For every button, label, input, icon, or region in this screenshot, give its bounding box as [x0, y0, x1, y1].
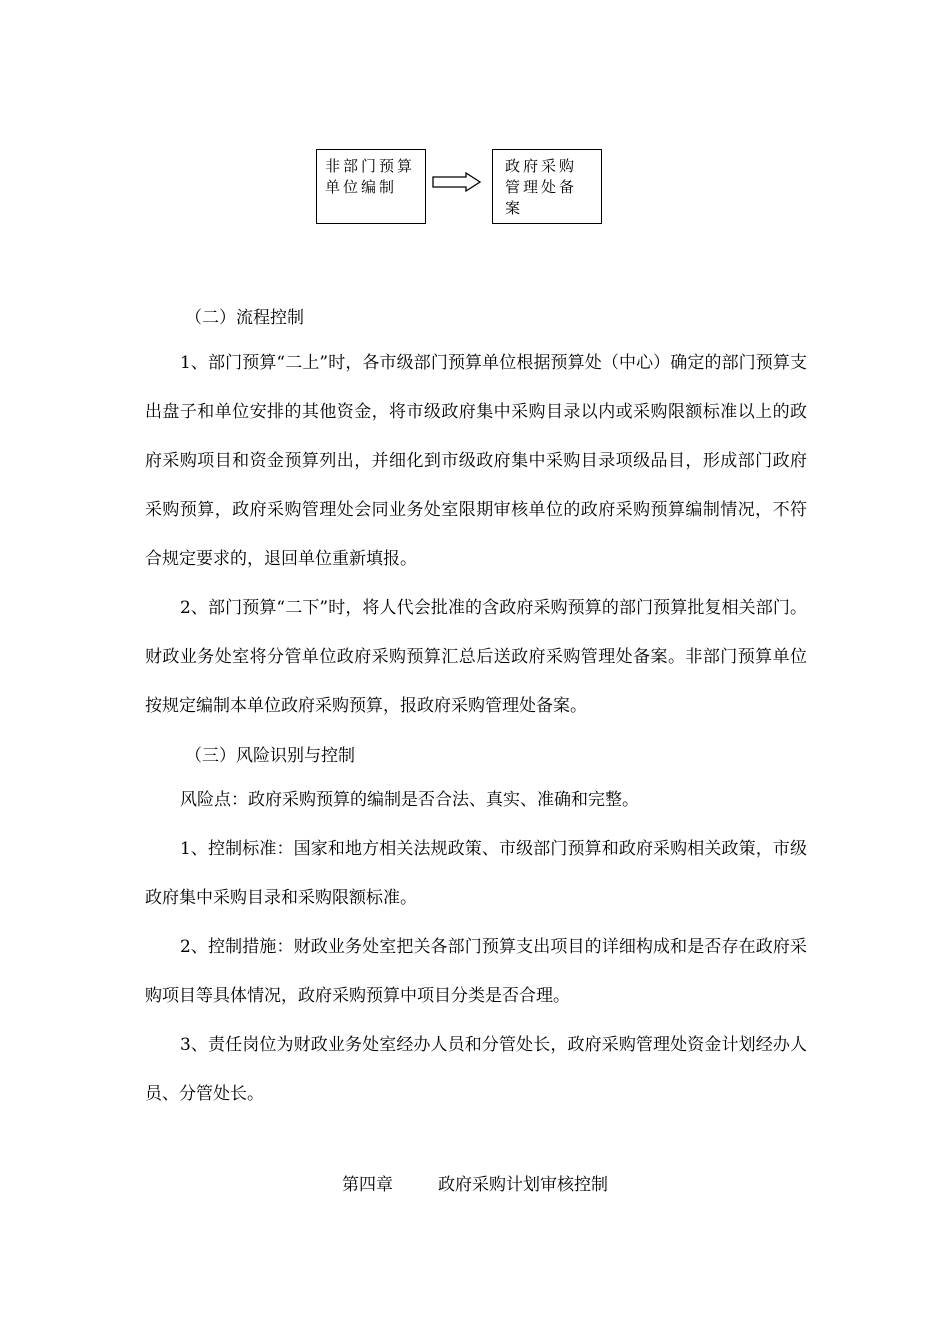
flow-box-left-line2: 单位编制: [325, 178, 398, 196]
chapter-title: 政府采购计划审核控制: [438, 1175, 608, 1195]
section-heading-risk-control: （三）风险识别与控制: [185, 746, 355, 766]
section-heading-process-control: （二）流程控制: [185, 308, 304, 328]
flow-arrow-icon: [432, 172, 482, 192]
chapter-number: 第四章: [342, 1175, 393, 1195]
paragraph-er-shang: 1、部门预算“二上”时，各市级部门预算单位根据预算处（中心）确定的部门预算支出盘子和单位安排的其他资金，将市级政府集中采购目录以内或采购限额标准以上的政府采购项目和资金预算列出，并细化到市级政府集中采购目录项级品目，形成部门政府采购预算，政府采购管理处会同业务处室限期审核单位的政府采购预算编制情况，不符合规定要求的，退回单位重新填报。: [145, 353, 807, 569]
paragraph-responsible-post: 3、责任岗位为财政业务处室经办人员和分管处长，政府采购管理处资金计划经办人员、分管处长。: [145, 1035, 807, 1104]
paragraph-control-standard: 1、控制标准：国家和地方相关法规政策、市级部门预算和政府采购相关政策，市级政府集中采购目录和采购限额标准。: [145, 839, 807, 908]
flow-box-right-line1: 政府采购: [505, 157, 578, 175]
paragraph-control-measures: 2、控制措施：财政业务处室把关各部门预算支出项目的详细构成和是否存在政府采购项目等具体情况，政府采购预算中项目分类是否合理。: [145, 937, 807, 1006]
flow-box-procurement-record: [492, 149, 602, 224]
paragraph-er-xia: 2、部门预算“二下”时，将人代会批准的含政府采购预算的部门预算批复相关部门。财政业务处室将分管单位政府采购预算汇总后送政府采购管理处备案。非部门预算单位按规定编制本单位政府采购预算，报政府采购管理处备案。: [145, 598, 807, 716]
flow-box-right-line2: 管理处备案: [505, 178, 578, 217]
flow-box-left-line1: 非部门预算: [325, 157, 416, 175]
flow-box-unit-prepare: [316, 149, 426, 224]
paragraph-risk-point: 风险点：政府采购预算的编制是否合法、真实、准确和完整。: [180, 790, 639, 810]
chapter-heading: [0, 1170, 950, 1200]
